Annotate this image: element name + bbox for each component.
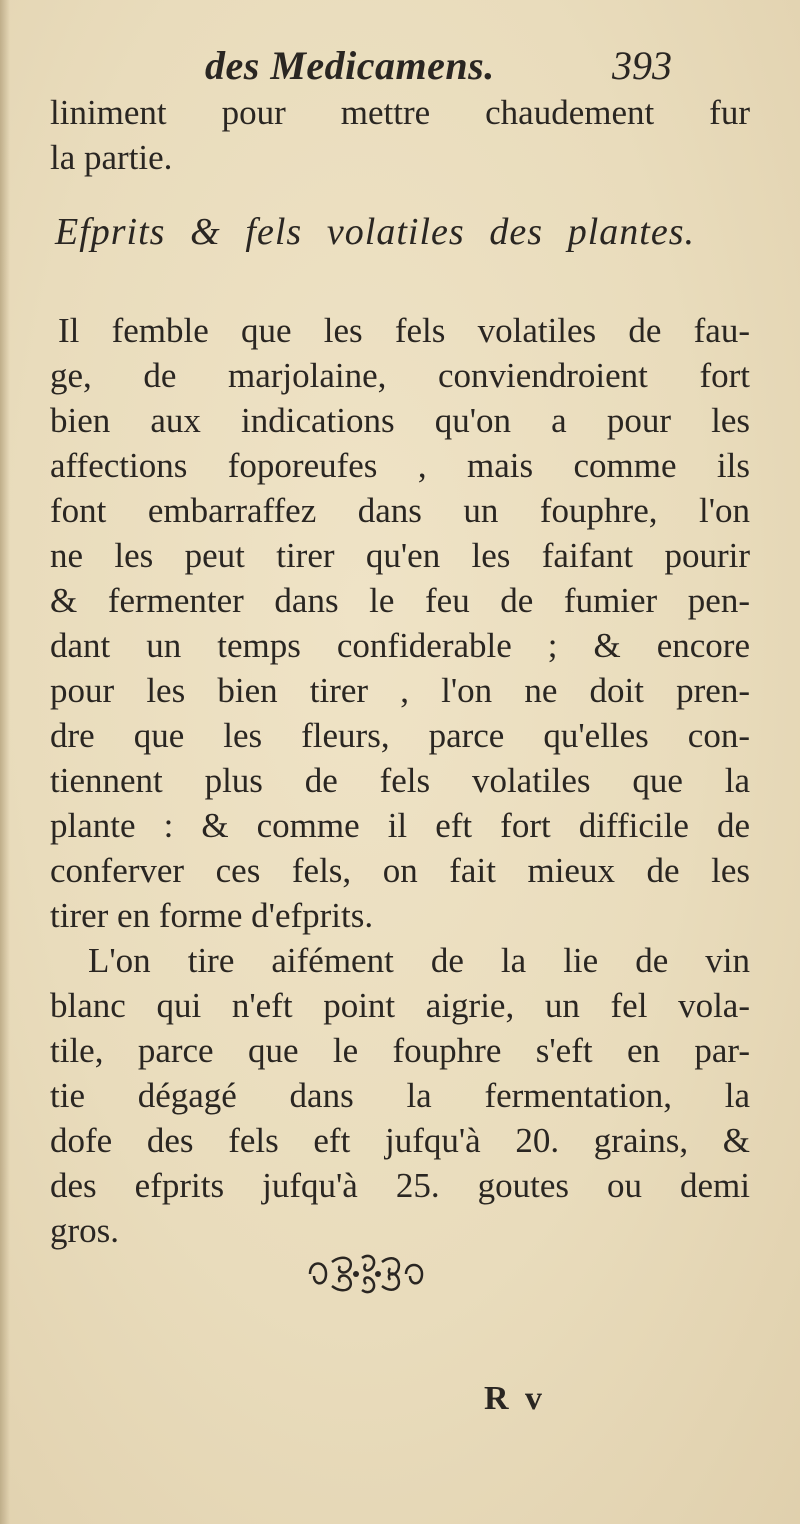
text-line: ne les peut tirer qu'en les faifant pourir [50,536,750,575]
text-line: & fermenter dans le feu de fumier pen- [50,581,750,620]
text-line: dofe des fels eft jufqu'à 20. grains, & [50,1121,750,1160]
signature-mark: R v [484,1380,547,1417]
page-number: 393 [612,43,672,88]
text-line: bien aux indications qu'on a pour les [50,401,750,440]
continuation-paragraph [50,90,750,180]
text-line: dre que les fleurs, parce qu'elles con- [50,716,750,755]
text-line: affections foporeufes , mais comme ils [50,446,750,485]
text-line: L'on tire aifément de la lie de vin [88,941,750,980]
running-head: des Medicamens. [205,43,495,88]
text-line: liniment pour mettre chaudement fur [50,93,750,132]
text-line: font embarraffez dans un fouphre, l'on [50,491,750,530]
text-line: ge, de marjolaine, conviendroient fort [50,356,750,395]
text-line: Il femble que les fels volatiles de fau- [58,311,750,350]
floral-ornament-icon [302,1250,430,1298]
text-line: gros. [50,1211,120,1250]
text-line: pour les bien tirer , l'on ne doit pren- [50,671,750,710]
page-edge-shadow [0,0,10,1524]
page-header [0,40,800,90]
text-line: conferver ces fels, on fait mieux de les [50,851,750,890]
text-line: la partie. [50,138,173,177]
text-line: tirer en forme d'efprits. [50,896,374,935]
text-line: des efprits jufqu'à 25. goutes ou demi [50,1166,750,1205]
section-heading: Efprits & fels volatiles des plantes. [55,211,695,253]
text-line: blanc qui n'eft point aigrie, un fel vola- [50,986,750,1025]
text-line: dant un temps confiderable ; & encore [50,626,750,665]
text-line: tiennent plus de fels volatiles que la [50,761,750,800]
text-line: tile, parce que le fouphre s'eft en par- [50,1031,750,1070]
text-line: plante : & comme il eft fort difficile de [50,806,750,845]
text-line: tie dégagé dans la fermentation, la [50,1076,750,1115]
body-text [50,308,750,1253]
